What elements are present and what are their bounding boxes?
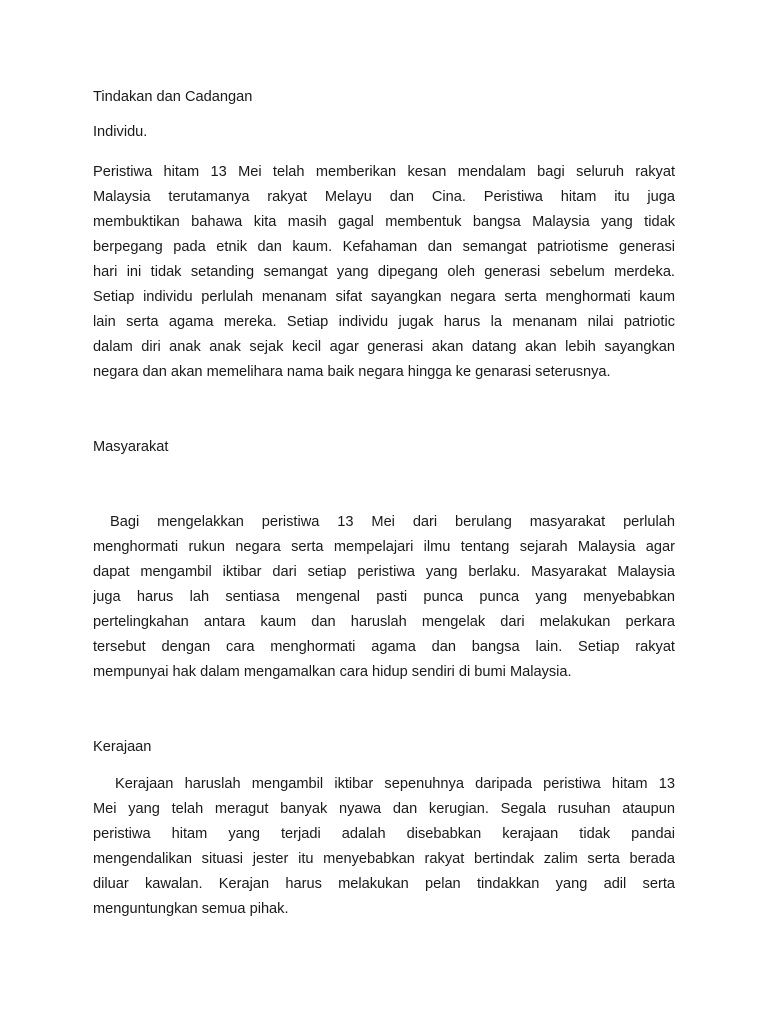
paragraph-line: Mei yang telah meragut banyak nyawa dan kerugian. Segala rusuhan ataupun [93,801,675,817]
section-title-individu: Individu. [93,124,148,140]
paragraph-line: Bagi mengelakkan peristiwa 13 Mei dari berulang masyarakat perlulah [110,514,675,530]
paragraph-line: mengendalikan situasi jester itu menyebabkan rakyat bertindak zalim serta berada [93,851,675,867]
paragraph-line: berpegang pada etnik dan kaum. Kefahaman dan semangat patriotisme generasi [93,239,675,255]
paragraph-line: hari ini tidak setanding semangat yang dipegang oleh generasi sebelum merdeka. [93,264,675,280]
paragraph-line: Malaysia terutamanya rakyat Melayu dan Cina. Peristiwa hitam itu juga [93,189,675,205]
paragraph-line: juga harus lah sentiasa mengenal pasti punca punca yang menyebabkan [93,589,675,605]
paragraph-line: dalam diri anak anak sejak kecil agar generasi akan datang akan lebih sayangkan [93,339,675,355]
paragraph-line: tersebut dengan cara menghormati agama dan bangsa lain. Setiap rakyat [93,639,675,655]
paragraph-line: Peristiwa hitam 13 Mei telah memberikan kesan mendalam bagi seluruh rakyat [93,164,675,180]
section-title-masyarakat: Masyarakat [93,439,169,455]
paragraph-line-last: mempunyai hak dalam mengamalkan cara hidup sendiri di bumi Malaysia. [93,664,572,680]
paragraph-line: dapat mengambil iktibar dari setiap peristiwa yang berlaku. Masyarakat Malaysia [93,564,675,580]
section-title-kerajaan: Kerajaan [93,739,152,755]
paragraph-line: lain serta agama mereka. Setiap individu jugak harus la menanam nilai patriotic [93,314,675,330]
paragraph-line: Setiap individu perlulah menanam sifat sayangkan negara serta menghormati kaum [93,289,675,305]
paragraph-line: membuktikan bahawa kita masih gagal membentuk bangsa Malaysia yang tidak [93,214,675,230]
paragraph-line: menghormati rukun negara serta mempelajari ilmu tentang sejarah Malaysia agar [93,539,675,555]
document-page [93,0,675,1024]
paragraph-line-last: menguntungkan semua pihak. [93,901,289,917]
paragraph-line: pertelingkahan antara kaum dan haruslah mengelak dari melakukan perkara [93,614,675,630]
paragraph-line: peristiwa hitam yang terjadi adalah disebabkan kerajaan tidak pandai [93,826,675,842]
paragraph-line: Kerajaan haruslah mengambil iktibar sepenuhnya daripada peristiwa hitam 13 [115,776,675,792]
document-heading: Tindakan dan Cadangan [93,89,253,105]
paragraph-line-last: negara dan akan memelihara nama baik negara hingga ke genarasi seterusnya. [93,364,611,380]
paragraph-line: diluar kawalan. Kerajan harus melakukan pelan tindakkan yang adil serta [93,876,675,892]
